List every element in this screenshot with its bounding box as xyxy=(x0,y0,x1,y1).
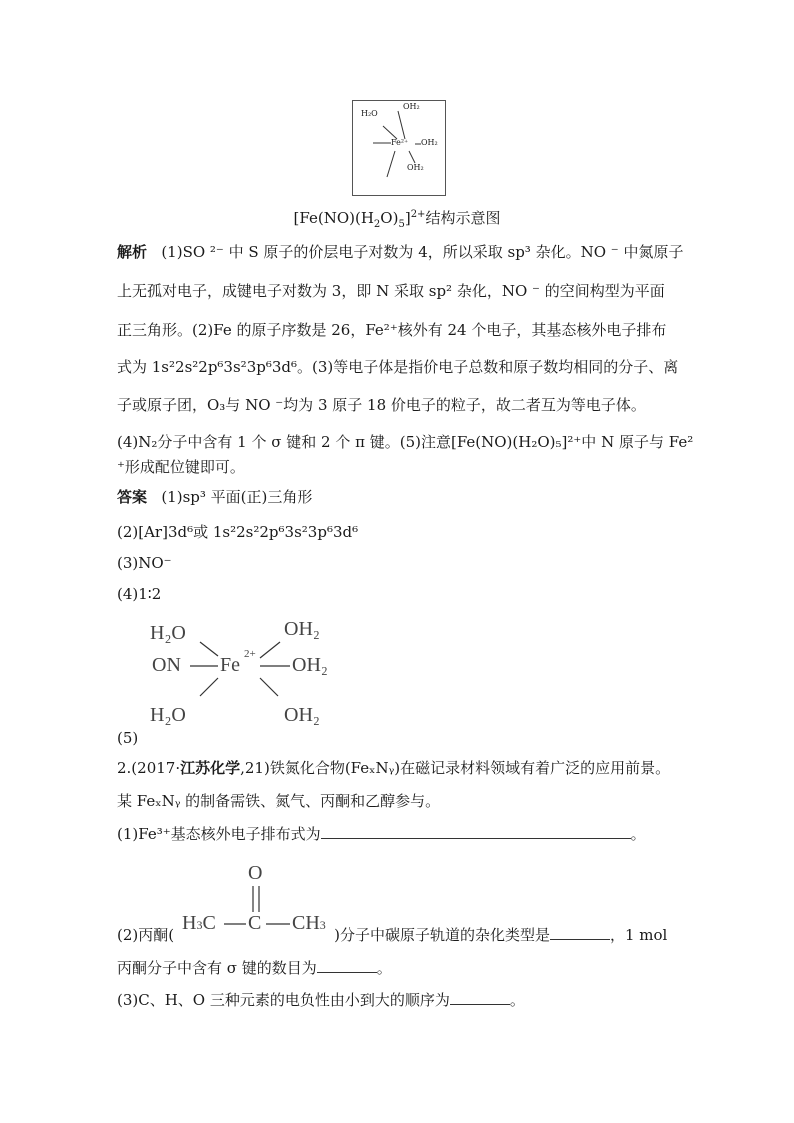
large-label-h2o-top: H₂O xyxy=(150,622,186,644)
large-label-h2o-bottom: H₂O xyxy=(150,704,186,726)
analysis-line-3: 正三角形。(2)Fe 的原子序数是 26，Fe²⁺核外有 24 个电子，其基态核外电子排布 xyxy=(117,321,667,339)
analysis-line-7: ⁺形成配位键即可。 xyxy=(117,458,245,476)
label-h2o: H₂O xyxy=(361,109,378,118)
acetone-ch3: CH3 xyxy=(292,912,326,934)
answer-line-4: (4)1∶2 xyxy=(117,585,162,603)
question-2-intro: 2.(2017·江苏化学,21)铁氮化合物(FeₓNᵧ)在磁记录材料领域有着广泛的应用前景。 xyxy=(117,759,671,777)
analysis-line-6: (4)N₂分子中含有 1 个 σ 键和 2 个 π 键。(5)注意[Fe(NO)(H₂O)₅]²⁺中 N 原子与 Fe² xyxy=(117,433,694,451)
answer-blank-4[interactable] xyxy=(450,989,510,1005)
answer-line-5: (5) xyxy=(117,729,139,747)
answer-blank-1[interactable] xyxy=(321,823,631,839)
analysis-line-1: 解析 (1)SO ²⁻ 中 S 原子的价层电子对数为 4，所以采取 sp³ 杂化。NO ⁻ 中氮原子 xyxy=(117,243,684,261)
question-2-part-2b: 丙酮分子中含有 σ 键的数目为 。 xyxy=(117,959,392,977)
acetone-c: C xyxy=(248,912,262,934)
analysis-line-5: 子或原子团，O₃与 NO ⁻均为 3 原子 18 价电子的粒子，故二者互为等电子体。 xyxy=(117,396,646,414)
large-label-oh2-bottom: OH₂ xyxy=(284,704,320,726)
label-fe: Fe²⁺ xyxy=(391,138,409,147)
label-oh2-right: OH₂ xyxy=(421,138,438,147)
analysis-line-2: 上无孤对电子，成键电子对数为 3，即 N 采取 sp² 杂化，NO ⁻ 的空间构型为平面 xyxy=(117,282,665,300)
large-label-charge: 2+ xyxy=(244,648,256,660)
analysis-label: 解析 xyxy=(117,243,148,261)
large-label-oh2-mid: OH₂ xyxy=(292,654,328,676)
label-oh2-bottom: OH₂ xyxy=(407,163,424,172)
answer-blank-3[interactable] xyxy=(317,957,377,973)
answer-line-1: 答案 (1)sp³ 平面(正)三角形 xyxy=(117,488,313,506)
answer-line-3: (3)NO⁻ xyxy=(117,554,172,572)
figure-caption: $[Fe(NO)(H_2O)_5]^{2+}$结构示意图 xyxy=(293,209,501,230)
acetone-h3c: H3C xyxy=(182,912,216,934)
large-label-on: ON xyxy=(152,654,181,676)
answer-line-2: (2)[Ar]3d⁶或 1s²2s²2p⁶3s²3p⁶3d⁶ xyxy=(117,523,359,541)
question-2-intro-2: 某 FeₓNᵧ 的制备需铁、氮气、丙酮和乙醇参与。 xyxy=(117,792,441,810)
analysis-line-4: 式为 1s²2s²2p⁶3s²3p⁶3d⁶。(3)等电子体是指价电子总数和原子数均相同的分子、离 xyxy=(117,358,679,376)
complex-structure-large xyxy=(150,618,350,730)
question-source: 江苏化学 xyxy=(180,759,241,777)
acetone-o: O xyxy=(248,862,263,884)
answer-label: 答案 xyxy=(117,488,148,506)
question-2-part-1: (1)Fe³⁺基态核外电子排布式为 。 xyxy=(117,825,646,843)
answer-blank-2[interactable] xyxy=(550,924,610,940)
question-2-part-2: (2)丙酮( )分子中碳原子轨道的杂化类型是 ，1 mol xyxy=(117,926,668,944)
complex-structure-figure xyxy=(352,100,446,196)
question-2-part-3: (3)C、H、O 三种元素的电负性由小到大的顺序为 。 xyxy=(117,991,525,1009)
large-label-oh2-top: OH₂ xyxy=(284,618,320,640)
large-label-fe: Fe xyxy=(220,654,240,676)
label-oh2-top: OH₂ xyxy=(403,102,420,111)
